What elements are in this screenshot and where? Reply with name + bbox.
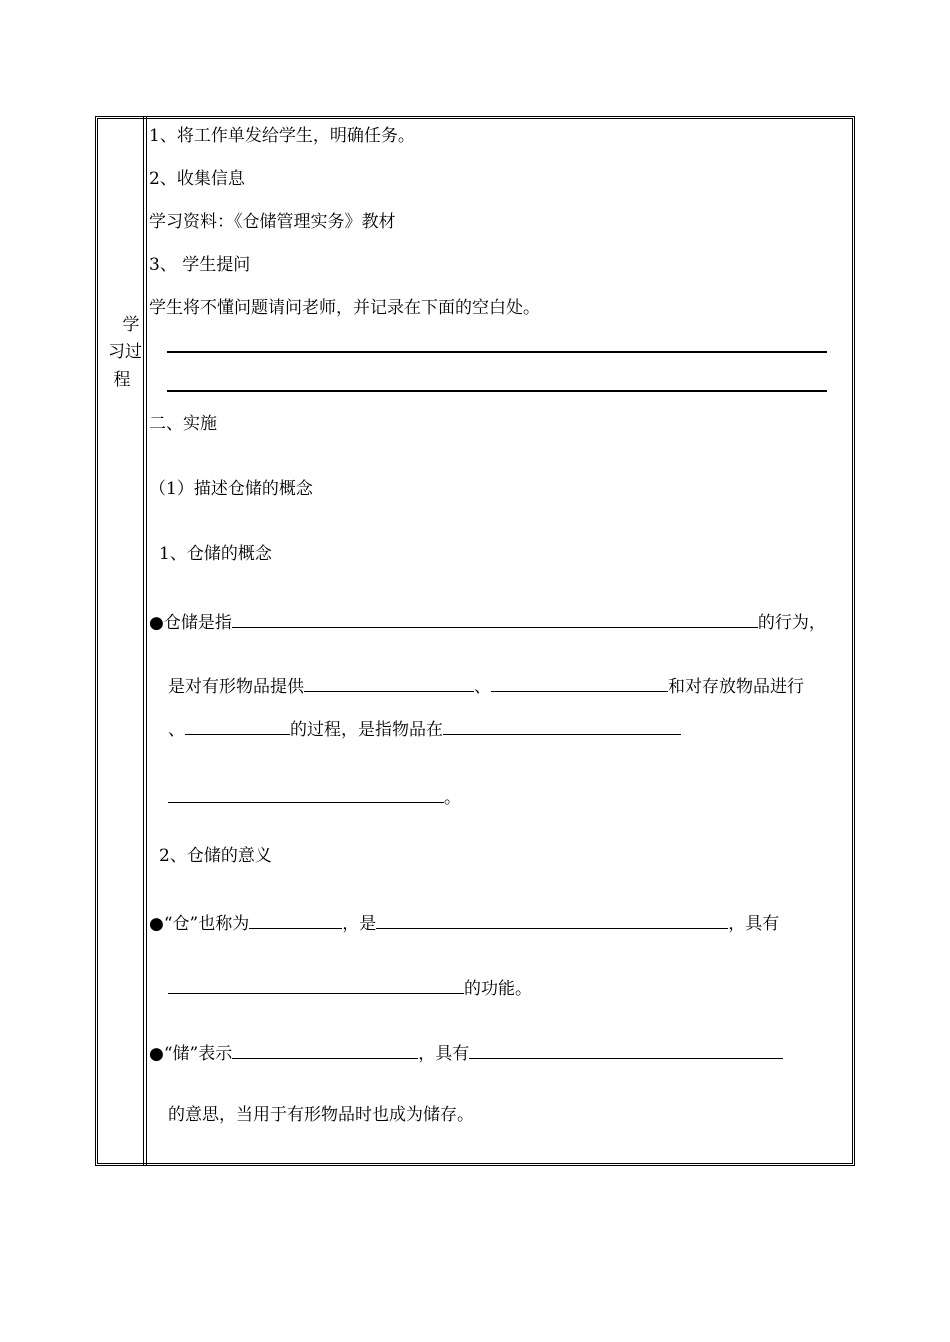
fill-blank[interactable] [168,784,444,803]
ask-instruction-text: 学生将不懂问题请问老师，并记录在下面的空白处。 [149,298,540,318]
concept-q1-start: ●仓储是指 [149,613,232,633]
side-label-cell [98,116,143,1166]
fill-blank[interactable] [443,716,681,735]
concept-q2-start: 是对有形物品提供 [168,677,304,697]
cang-end-phrase: ，具有 [728,914,780,934]
concept-question-line4 [168,784,461,809]
step-1-text: 1、将工作单发给学生，明确任务。 [149,126,415,146]
column-divider [143,116,147,1166]
fill-blank[interactable] [168,975,464,994]
cang-question-line1 [149,910,779,935]
step-2-text: 2、收集信息 [149,169,245,189]
chu-start: ●“储”表示 [149,1044,233,1064]
concept-heading: 1、仓储的概念 [159,544,272,564]
side-label-line3: 程 [113,370,131,390]
concept-q3-start: 、 [168,720,185,740]
concept-question-line3 [168,716,681,741]
concept-q2-end: 和对存放物品进行 [668,677,804,697]
section-2-heading: 二、实施 [149,414,217,434]
fill-blank[interactable] [491,673,668,692]
fill-blank[interactable] [249,910,342,929]
answer-line-1[interactable] [167,351,827,353]
side-label-line1: 学 [122,315,140,335]
fill-blank[interactable] [232,1040,418,1059]
cang-question-line2 [168,975,532,1000]
fill-blank[interactable] [185,716,290,735]
meaning-heading: 2、仓储的意义 [159,846,272,866]
concept-q2-sep: 、 [474,677,491,697]
concept-question-line1 [149,609,826,634]
cang-start: ●“仓”也称为 [149,914,250,934]
materials-text: 学习资料：《仓储管理实务》教材 [149,212,396,232]
concept-question-line2 [168,673,804,698]
concept-q3-mid: 的过程，是指物品在 [290,720,443,740]
step-3-text: 3、 学生提问 [149,255,251,275]
fill-blank[interactable] [304,673,474,692]
fill-blank[interactable] [232,609,758,628]
chu-mid: ，具有 [418,1044,470,1064]
fill-blank[interactable] [469,1040,783,1059]
answer-line-2[interactable] [167,390,827,392]
chu-question-line1 [149,1040,783,1065]
cang-mid: ，是 [342,914,377,934]
side-label-line2: 习过 [108,342,142,362]
fill-blank[interactable] [376,910,728,929]
chu-question-line2: 的意思，当用于有形物品时也成为储存。 [168,1105,474,1125]
cang-end: 的功能。 [464,979,532,999]
subtask-heading: （1）描述仓储的概念 [149,479,313,499]
concept-q4-end: 。 [444,788,461,808]
concept-q1-end: 的行为， [757,613,826,633]
